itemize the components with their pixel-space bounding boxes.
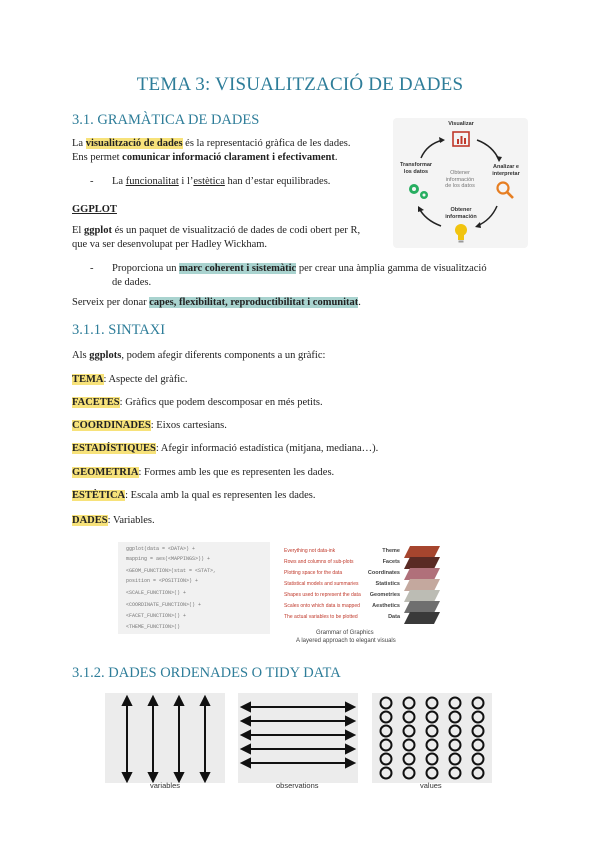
tidy-caption-variables: variables: [150, 781, 181, 790]
component-item: DADES: Variables.: [72, 515, 155, 526]
component-item: ESTÈTICA: Escala amb la qual es representen les dades.: [72, 490, 316, 501]
variables-arrows: [105, 693, 225, 783]
layers-caption-1: Grammar of Graphics: [316, 630, 374, 636]
value-circle: [381, 726, 392, 737]
section-heading-tidy-data: 3.1.2. DADES ORDENADES O TIDY DATA: [72, 665, 341, 681]
layer-slab: [404, 601, 440, 613]
component-item: ESTADÍSTIQUES: Afegir informació estadística (mitjana, mediana…).: [72, 443, 379, 454]
value-circle: [450, 698, 461, 709]
code-line: position = <POSITION>) +: [126, 578, 199, 584]
code-line: <SCALE_FUNCTION>() +: [126, 590, 187, 596]
value-circle: [404, 740, 415, 751]
value-circle: [381, 768, 392, 779]
layer-slab: [404, 612, 440, 624]
layer-desc: Plotting space for the data: [284, 570, 343, 576]
layer-name: Theme: [382, 548, 400, 554]
code-line: <GEOM_FUNCTION>(stat = <STAT>,: [126, 568, 217, 574]
tidy-variables-image: [105, 693, 225, 783]
layer-stack-graphic: [404, 542, 442, 632]
tidy-observations-image: [238, 693, 358, 783]
value-circle: [404, 768, 415, 779]
value-circle: [450, 740, 461, 751]
paragraph-serveix: Serveix per donar capes, flexibilitat, reproductibilitat i comunitat.: [72, 297, 361, 308]
value-circle: [381, 698, 392, 709]
cycle-label-analizar: Analizar e interpretar: [492, 164, 520, 177]
value-circle: [427, 754, 438, 765]
layers-caption-2: A layered approach to elegant visuals: [296, 638, 396, 644]
section-heading-gramatica: 3.1. GRAMÀTICA DE DADES: [72, 112, 260, 128]
value-circle: [473, 768, 484, 779]
code-line: ggplot(data = <DATA>) +: [126, 546, 196, 552]
value-circle: [404, 698, 415, 709]
tidy-caption-observations: observations: [276, 781, 319, 790]
value-circle: [427, 740, 438, 751]
value-circle: [404, 754, 415, 765]
layer-desc: The actual variables to be plotted: [284, 614, 358, 620]
component-item: COORDINADES: Eixos cartesians.: [72, 420, 227, 431]
ggplot-code-image: [118, 542, 270, 634]
layer-slab: [404, 568, 440, 580]
tidy-values-image: [372, 693, 492, 783]
value-circle: [427, 768, 438, 779]
layer-slab: [404, 590, 440, 602]
value-circle: [404, 726, 415, 737]
value-circle: [473, 726, 484, 737]
code-line: mapping = aes(<MAPPINGS>)) +: [126, 556, 211, 562]
value-circle: [473, 754, 484, 765]
code-line: <FACET_FUNCTION>() +: [126, 613, 187, 619]
value-circle: [381, 740, 392, 751]
value-circle: [450, 768, 461, 779]
layer-desc: Rows and columns of sub-plots: [284, 559, 354, 565]
layer-name: Data: [388, 614, 400, 620]
component-item: GEOMETRIA: Formes amb les que es representen les dades.: [72, 467, 335, 478]
value-circle: [427, 726, 438, 737]
layer-name: Statistics: [375, 581, 400, 587]
paragraph-sintaxi-intro: Als ggplots, podem afegir diferents components a un gràfic:: [72, 350, 326, 361]
value-circle: [427, 698, 438, 709]
bullet-marc-coherent: - Proporciona un marc coherent i sistemàtic per crear una àmplia gamma de visualització de dades.: [90, 263, 487, 288]
value-circle: [450, 712, 461, 723]
layer-name: Coordinates: [367, 570, 400, 576]
section-heading-sintaxi: 3.1.1. SINTAXI: [72, 322, 166, 338]
value-circle: [473, 740, 484, 751]
paragraph-ggplot: El ggplot és un paquet de visualització de dades de codi obert per R, que va ser desenvolupat per Hadley Wickham.: [72, 225, 361, 250]
value-circle: [381, 712, 392, 723]
component-item: TEMA: Aspecte del gràfic.: [72, 374, 188, 385]
component-item: FACETES: Gràfics que podem descomposar en més petits.: [72, 397, 323, 408]
grammar-layers-image: [280, 542, 440, 642]
layer-slab: [404, 546, 440, 558]
value-circle: [381, 754, 392, 765]
code-line: <THEME_FUNCTION>(): [126, 624, 181, 630]
cycle-label-visualizar: Visualizar: [448, 121, 474, 127]
cycle-center-label: Obtener información de los datos: [445, 170, 475, 189]
layer-name: Geometries: [369, 592, 400, 598]
layer-name: Facets: [382, 559, 400, 565]
ggplot-subheading: GGPLOT: [72, 204, 117, 215]
value-circle: [427, 712, 438, 723]
data-cycle-diagram: [393, 118, 528, 248]
value-circle: [473, 712, 484, 723]
layer-slab: [404, 579, 440, 591]
cycle-label-obtener: Obtener información: [445, 207, 477, 220]
page-title: TEMA 3: VISUALITZACIÓ DE DADES: [136, 74, 464, 95]
values-circles: [372, 693, 492, 783]
layer-desc: Statistical models and summaries: [284, 581, 359, 587]
layer-slab: [404, 557, 440, 569]
value-circle: [450, 726, 461, 737]
layer-desc: Scales onto which data is mapped: [284, 603, 360, 609]
cycle-label-transformar: Transformar los datos: [399, 162, 433, 175]
layer-desc: Everything not data-ink: [284, 548, 336, 554]
value-circle: [404, 712, 415, 723]
code-line: <COORDINATE_FUNCTION>() +: [126, 602, 202, 608]
tidy-caption-values: values: [420, 781, 442, 790]
value-circle: [450, 754, 461, 765]
observations-arrows: [238, 693, 358, 783]
layer-name: Aesthetics: [372, 603, 400, 609]
layer-desc: Shapes used to represent the data: [284, 592, 361, 598]
paragraph-visualitzacio: La visualització de dades és la representació gràfica de les dades. Ens permet comunicar informació clarament i efectivament.: [72, 138, 351, 163]
value-circle: [473, 698, 484, 709]
cycle-arrows: [393, 118, 528, 248]
